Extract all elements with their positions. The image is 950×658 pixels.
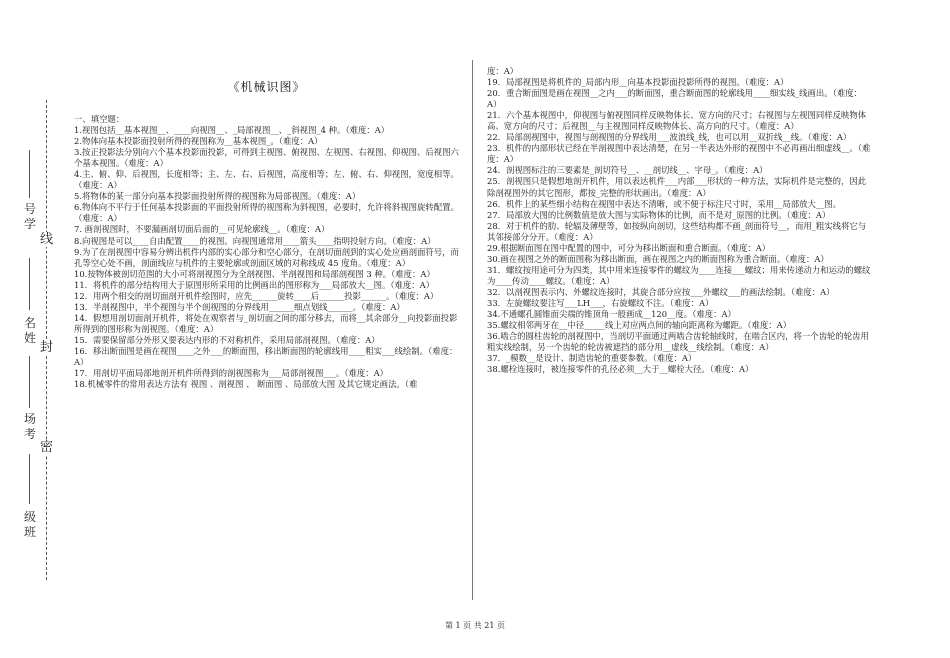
question-34: 34.不通螺孔圆锥面尖端的锥顶角一般画成__120__度。（难度：A） [487,309,736,320]
question-31: 31．螺纹按用途可分为四类，其中用来连接零件的螺纹为____连接___螺纹；用来传递动力和运动的螺纹为____传动____螺纹。（难度：A） [487,264,871,286]
field-name: 名姓 [24,316,37,345]
cut-word-line: 线 [40,232,54,247]
right-column [487,66,872,375]
question-4: 4.主、俯、仰、后视图，长度相等；主、左、右、后视图，高度相等；左、俯、右、仰视图，宽度相等。（难度：A） [74,169,459,191]
question-5: 5.将物体的某一部分向基本投影面投射所得的视图称为局部视图。（难度：A） [74,191,361,202]
question-15: 15．需要保留部分外形又要表达内形的不对称机件，采用局部剖视图。（难度：A） [74,334,380,345]
question-33: 33．左旋螺纹要注写___LH___，右旋螺纹不注。（难度：A） [487,297,714,308]
blank-line-id [29,150,30,198]
question-25: 25．剖视图只是假想地剖开机件，用以表达机件___内部___形状的一种方法，实际机件是完整的，因此除剖视图外的其它图形，都按_完整的形状画出。（难度：A） [487,176,867,198]
question-24: 24．剖视图标注的三要素是_剖切符号__、__剖切线__、字母_。（难度：A） [487,165,768,176]
question-35: 35.螺纹相邻两牙在__中径_____线上对应两点间的轴向距离称为螺距。（难度：A） [487,320,792,331]
question-36: 36.啮合的圆柱齿轮的剖视图中，当剖切平面通过两啮合齿轮轴线时，在啮合区内，将一个齿轮的轮齿用粗实线绘制，另一个齿轮的轮齿被遮挡的部分用__虚线__线绘制。（难度：A） [487,331,869,353]
question-13: 13．半剖视图中，半个视图与半个剖视图的分界线用______细点划线______。（难度：A） [74,301,405,312]
field-exam-room: 场考 [24,412,37,441]
question-6: 6.物体向不平行于任何基本投影面的平面投射所得的视图称为斜视图，必要时，允许将斜视图旋转配置。（难度：A） [74,202,459,224]
cut-word-seal: 封 [40,340,54,355]
question-18-continued: 度：A） [487,66,519,76]
blank-line-class [29,454,30,504]
question-10: 10.按物体被剖切范围的大小可将剖视图分为全剖视图、半剖视图和局部剖视图 3 种。（难度：A） [74,268,435,279]
question-18: 18.机械零件的常用表达方法有 视图 、剖视图 、 断面图 、局部放大图 及其它规定画法。（难 [74,379,418,390]
field-class: 级班 [24,510,37,539]
question-3: 3.按正投影法分别向六个基本投影面投影，可得到主视图、俯视图、左视图、右视图、仰视图、后视图六个基本视图。（难度：A） [74,147,459,169]
question-9: 9.为了在剖视图中容易分辨出机件内部的实心部分和空心部分，在剖切面剖到的实心处应画剖面符号，而孔等空心处不画，剖面线应与机件的主要轮廓或剖面区域的对称线成 45 度角。（难度：A） [74,246,459,268]
question-38: 38.螺栓连接时，被连接零件的孔径必须__大于__螺栓大径。（难度：A） [487,364,754,375]
question-32: 32．以剖视图表示内、外螺纹连接时，其旋合部分应按___外螺纹___的画法绘制。（难度：A） [487,286,835,297]
question-20: 20．重合断面图是画在视图__之内___的断面图，重合断面图的轮廓线用____细实线_线画出。（难度：A） [487,88,862,110]
question-11: 11．将机件的部分结构用大于原图形所采用的比例画出的图形称为___局部放大__图。（难度：A） [74,279,435,290]
question-37: 37．_模数__是设计、制造齿轮的重要参数。（难度：A） [487,353,697,364]
question-21: 21．六个基本视图中，仰视图与俯视图同样反映物体长、宽方向的尺寸；右视图与左视图同样反映物体高、宽方向的尺寸；后视图__与主视图同样反映物体长、高方向的尺寸。（难度：A） [487,110,867,132]
left-column [74,114,459,390]
column-divider [472,60,473,600]
question-23: 23．机件的内部形状已经在半剖视图中表达清楚，在另一半表达外形的视图中不必再画出细虚线__。（难度：A） [487,143,871,165]
question-16: 16．移出断面图是画在视图____之外___的断面图，移出断面图的轮廓线用____粗实___线绘制。（难度：A） [74,345,458,368]
question-1: 1.视图包括__基本视图__、____向视图__、_局部视图__、_斜视图_4 种。（难度：A） [74,125,390,136]
binding-margin [0,0,60,658]
question-14: 14．假想用剖切面剖开机件，将处在观察者与_剖切面之间的部分移去，而将__其余部分__向投影面投影所得到的图形称为剖视图。（难度：A） [74,312,458,334]
question-12: 12．用两个相交的剖切面剖开机件绘图时，应先______旋转____后______投影______。（难度：A） [74,290,439,301]
question-28: 28．对于机件的肋、轮辐及薄壁等，如按纵向剖切，这些结构都不画_剖面符号__，而用_粗实线将它与其邻接部分分开。（难度：A） [487,220,867,242]
blank-line-name [29,258,30,310]
page-title: 《机械识图》 [227,80,306,94]
section-heading: 一、填空题： [74,114,125,124]
question-2: 2.物体向基本投影面投射所得的视图称为__基本视图_。（难度：A） [74,136,323,147]
page-footer: 第 1 页 共 21 页 [445,621,505,630]
question-22: 22．局部剖视图中，视图与剖视图的分界线用___波浪线_线，也可以用__双折线__线。（难度：A） [487,132,852,143]
cut-word-secret: 密 [40,440,54,455]
field-student-id: 号学 [24,202,37,231]
question-8: 8.向视图是可以____自由配置____的视图。向视图通常用____箭头____指明投射方向。（难度：A） [74,235,436,246]
question-29: 29.根据断面图在图中配置的图中，可分为移出断面和重合断面。（难度：A） [487,242,771,253]
question-7: 7. 画剖视图时，不要漏画剖切面后面的__可见轮廓线__。（难度：A） [74,224,330,235]
question-26: 26．机件上的某些细小结构在视图中表达不清晰，或不便于标注尺寸时，采用__局部放大__图。 [487,198,842,209]
question-19: 19．局部视图是将机件的_局部内形__向基本投影面投影所得的视图。（难度：A） [487,77,789,88]
question-30: 30.画在视图之外的断面图称为移出断面，画在视图之内的断面图称为重合断面。（难度：A） [487,253,829,264]
blank-line-room [29,356,30,408]
question-27: 27．局部放大图的比例数值是放大图与实际物体的比例，而不是对_原图的比例。（难度：A） [487,209,831,220]
question-17: 17．用剖切平面局部地剖开机件所得到的剖视图称为___局部剖视图___。（难度：A） [74,368,389,379]
